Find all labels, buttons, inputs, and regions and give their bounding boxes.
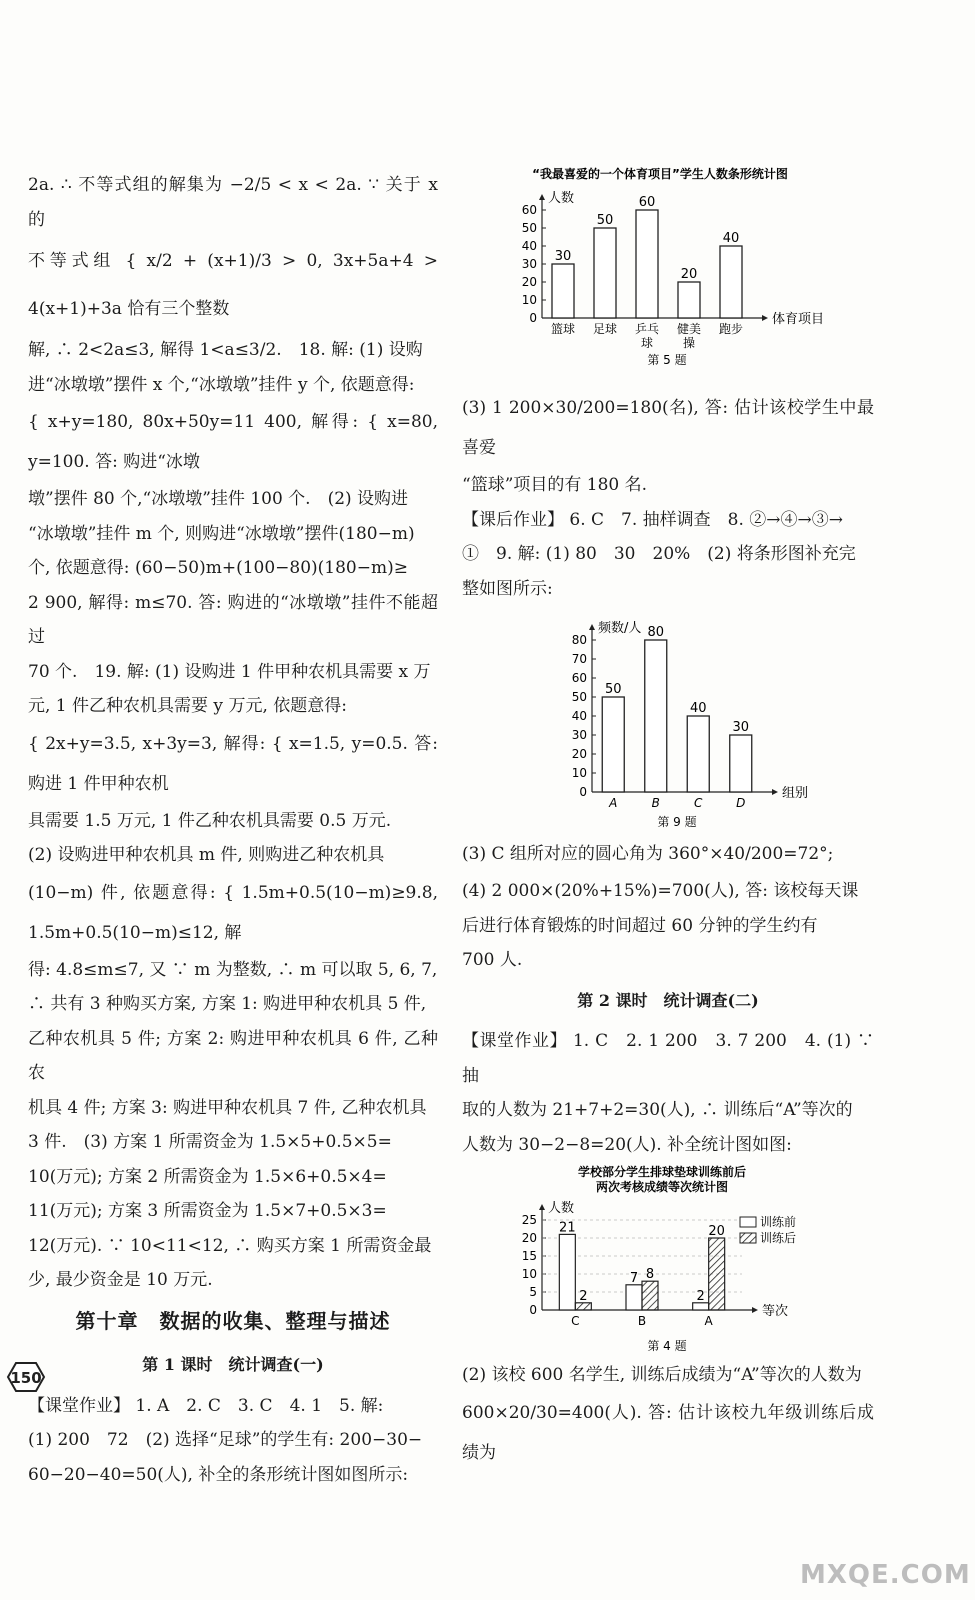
y-tick-label: 50 bbox=[571, 690, 587, 704]
text-line: 【课堂作业】 1. A 2. C 3. C 4. 1 5. 解: bbox=[28, 1395, 384, 1416]
data-label: 2 bbox=[696, 1288, 705, 1304]
x-tick-label: D bbox=[736, 796, 746, 810]
x-axis-arrow bbox=[762, 315, 768, 321]
bar bbox=[626, 1285, 642, 1310]
data-label: 50 bbox=[604, 682, 622, 697]
text-line: ① 9. 解: (1) 80 30 20% (2) 将条形图补充完 bbox=[462, 544, 856, 564]
y-tick-label: 20 bbox=[571, 747, 587, 761]
bar bbox=[642, 1281, 658, 1310]
page-number-badge bbox=[4, 1360, 48, 1394]
data-label: 30 bbox=[732, 720, 750, 735]
text-line: 12(万元). ∵ 10<11<12, ∴ 购买方案 1 所需资金最 bbox=[28, 1235, 432, 1256]
text-line: 元, 1 件乙种农机具需要 y 万元, 依题意得: bbox=[28, 696, 347, 716]
y-tick-label: 30 bbox=[571, 728, 587, 742]
data-label: 20 bbox=[680, 267, 698, 282]
text-line: 机具 4 件; 方案 3: 购进甲种农机具 7 件, 乙种农机具 bbox=[28, 1097, 427, 1118]
y-tick-label: 15 bbox=[521, 1249, 537, 1263]
text-line: 2a. ∴ 不等式组的解集为 −2/5 < x < 2a. ∵ 关于 x 的 bbox=[28, 175, 438, 230]
y-axis-label: 人数 bbox=[548, 191, 575, 206]
text-line: 少, 最少资金是 10 万元. bbox=[28, 1270, 213, 1290]
text-line: “冰墩墩”挂件 m 个, 则购进“冰墩墩”摆件(180−m) bbox=[28, 523, 415, 544]
y-tick-label: 20 bbox=[521, 275, 537, 289]
text-line: { x+y=180, 80x+50y=11 400, 解得: { x=80, y=100. 答: 购进“冰墩 bbox=[28, 412, 438, 472]
y-axis-arrow bbox=[539, 1204, 545, 1210]
legend-swatch bbox=[740, 1217, 756, 1227]
x-tick-label: 足球 bbox=[592, 322, 618, 336]
text-line: (3) C 组所对应的圆心角为 360°×40/200=72°; bbox=[462, 844, 834, 864]
text-line: “篮球”项目的有 180 名. bbox=[462, 475, 648, 495]
text-line: 进“冰墩墩”摆件 x 个,“冰墩墩”挂件 y 个, 依题意得: bbox=[28, 374, 415, 395]
data-label: 7 bbox=[629, 1270, 639, 1286]
data-label: 40 bbox=[722, 231, 740, 246]
data-label: 40 bbox=[689, 701, 707, 716]
y-axis-arrow bbox=[539, 194, 545, 200]
data-label: 21 bbox=[559, 1220, 576, 1236]
watermark-text: MXQE.COM bbox=[800, 1560, 971, 1590]
legend-label: 训练后 bbox=[760, 1231, 797, 1245]
bar bbox=[693, 1303, 709, 1310]
legend-label: 训练前 bbox=[760, 1215, 797, 1229]
text-line: (1) 200 72 (2) 选择“足球”的学生有: 200−30− bbox=[28, 1430, 423, 1450]
chart-title: 学校部分学生排球垫球训练前后两次考核成绩等次统计图 bbox=[577, 1165, 747, 1194]
left-column bbox=[28, 168, 438, 1492]
bar bbox=[559, 1234, 575, 1310]
y-tick-label: 10 bbox=[521, 293, 537, 307]
y-tick-label: 40 bbox=[521, 239, 537, 253]
data-label: 60 bbox=[638, 195, 656, 210]
bar bbox=[678, 282, 700, 318]
x-tick-label: 跑步 bbox=[718, 322, 744, 336]
x-axis-label: 体育项目 bbox=[772, 312, 825, 327]
x-tick-label: 乒乓 bbox=[634, 322, 660, 336]
text-line: 乙种农机具 5 件; 方案 2: 购进甲种农机具 6 件, 乙种农 bbox=[28, 1028, 438, 1083]
y-tick-label: 25 bbox=[521, 1213, 537, 1227]
x-tick-label: B bbox=[637, 1314, 647, 1328]
text-line: 解, ∴ 2<2a≤3, 解得 1<a≤3/2. 18. 解: (1) 设购 bbox=[28, 340, 423, 360]
text-line: 60−20−40=50(人), 补全的条形统计图如图所示: bbox=[28, 1464, 409, 1485]
y-tick-label: 30 bbox=[521, 257, 537, 271]
figure-q9 bbox=[462, 606, 874, 834]
bar bbox=[602, 697, 624, 792]
bar bbox=[720, 246, 742, 318]
text-line: 墩”摆件 80 个,“冰墩墩”挂件 100 个. (2) 设购进 bbox=[28, 489, 409, 509]
text-line: 不等式组 { x/2 + (x+1)/3 > 0, 3x+5a+4 > 4(x+1)+3a 恰有三个整数 bbox=[28, 251, 438, 319]
chapter-title: 第十章 数据的收集、整理与描述 bbox=[75, 1308, 391, 1333]
bar-chart-q4 bbox=[462, 1162, 874, 1358]
data-label: 80 bbox=[647, 625, 665, 640]
text-line: 700 人. bbox=[462, 950, 523, 970]
figure-q4 bbox=[462, 1162, 874, 1358]
text-line: (4) 2 000×(20%+15%)=700(人), 答: 该校每天课 bbox=[462, 881, 859, 901]
x-tick-label: A bbox=[609, 796, 618, 810]
text-line: 【课后作业】 6. C 7. 抽样调查 8. ②→④→③→ bbox=[462, 509, 844, 530]
figure-caption: 第 9 题 bbox=[657, 815, 697, 829]
text-line: 人数为 30−2−8=20(人). 补全统计图如图: bbox=[462, 1134, 792, 1155]
y-tick-label: 0 bbox=[579, 785, 587, 799]
text-line: 具需要 1.5 万元, 1 件乙种农机具需要 0.5 万元. bbox=[28, 810, 392, 831]
x-tick-label: 健美 bbox=[676, 322, 702, 336]
text-line: 得: 4.8≤m≤7, 又 ∵ m 为整数, ∴ m 可以取 5, 6, 7, bbox=[28, 959, 438, 980]
x-tick-label: 球 bbox=[640, 336, 654, 350]
right-column bbox=[462, 166, 874, 1473]
bar bbox=[687, 716, 709, 792]
y-tick-label: 60 bbox=[521, 203, 537, 217]
bar-chart-q9 bbox=[462, 606, 874, 834]
figure-caption: 第 4 题 bbox=[647, 1339, 687, 1353]
data-label: 30 bbox=[554, 249, 572, 264]
x-axis-arrow bbox=[772, 789, 778, 795]
bar bbox=[552, 264, 574, 318]
y-tick-label: 80 bbox=[571, 633, 587, 647]
data-label: 8 bbox=[645, 1267, 655, 1283]
y-tick-label: 10 bbox=[571, 766, 587, 780]
text-line: 70 个. 19. 解: (1) 设购进 1 件甲种农机具需要 x 万 bbox=[28, 661, 431, 682]
bar bbox=[645, 640, 667, 792]
y-tick-label: 0 bbox=[529, 1303, 537, 1317]
x-tick-label: C bbox=[694, 796, 703, 810]
y-tick-label: 5 bbox=[529, 1285, 537, 1299]
bar bbox=[709, 1238, 725, 1310]
y-tick-label: 40 bbox=[571, 709, 587, 723]
text-line: 【课堂作业】 1. C 2. 1 200 3. 7 200 4. (1) ∵ 抽 bbox=[462, 1031, 874, 1086]
section-title: 第 1 课时 统计调查(一) bbox=[142, 1355, 324, 1374]
text-line: (2) 设购进甲种农机具 m 件, 则购进乙种农机具 bbox=[28, 845, 385, 865]
text-line: 取的人数为 21+7+2=30(人), ∴ 训练后“A”等次的 bbox=[462, 1100, 853, 1120]
y-tick-label: 70 bbox=[571, 652, 587, 666]
bar bbox=[730, 735, 752, 792]
x-axis-arrow bbox=[752, 1307, 758, 1313]
chart-title: “我最喜爱的一个体育项目”学生人数条形统计图 bbox=[532, 167, 788, 181]
y-axis-label: 人数 bbox=[548, 1201, 575, 1216]
page-number: 150 bbox=[10, 1369, 42, 1387]
y-axis-arrow bbox=[589, 624, 595, 630]
legend-swatch bbox=[740, 1233, 756, 1243]
text-line: 2 900, 解得: m≤70. 答: 购进的“冰墩墩”挂件不能超过 bbox=[28, 592, 438, 647]
section-title: 第 2 课时 统计调查(二) bbox=[577, 990, 759, 1010]
data-label: 2 bbox=[579, 1288, 588, 1304]
text-line: 后进行体育锻炼的时间超过 60 分钟的学生约有 bbox=[462, 915, 818, 936]
text-line: 3 件. (3) 方案 1 所需资金为 1.5×5+0.5×5= bbox=[28, 1132, 392, 1152]
text-line: ∴ 共有 3 种购买方案, 方案 1: 购进甲种农机具 5 件, bbox=[28, 994, 427, 1014]
data-label: 50 bbox=[596, 213, 614, 228]
text-line: (2) 该校 600 名学生, 训练后成绩为“A”等次的人数为 bbox=[462, 1365, 862, 1385]
y-tick-label: 50 bbox=[521, 221, 537, 235]
text-line: 11(万元); 方案 3 所需资金为 1.5×7+0.5×3= bbox=[28, 1201, 387, 1221]
x-tick-label: 篮球 bbox=[550, 322, 576, 336]
text-line: { 2x+y=3.5, x+3y=3, 解得: { x=1.5, y=0.5. 答: 购进 1 件甲种农机 bbox=[28, 733, 438, 794]
text-line: (3) 1 200×30/200=180(名), 答: 估计该校学生中最喜爱 bbox=[462, 398, 874, 458]
bar bbox=[575, 1303, 591, 1310]
text-line: 600×20/30=400(人). 答: 估计该校九年级训练后成绩为 bbox=[462, 1402, 874, 1463]
y-tick-label: 0 bbox=[529, 311, 537, 325]
text-line: 整如图所示: bbox=[462, 578, 553, 599]
x-tick-label: C bbox=[571, 1314, 580, 1328]
x-tick-label: B bbox=[651, 796, 660, 810]
data-label: 20 bbox=[708, 1224, 725, 1239]
bar bbox=[636, 210, 658, 318]
y-tick-label: 60 bbox=[571, 671, 587, 685]
y-tick-label: 10 bbox=[521, 1267, 537, 1281]
text-line: 10(万元); 方案 2 所需资金为 1.5×6+0.5×4= bbox=[28, 1166, 387, 1187]
figure-caption: 第 5 题 bbox=[647, 353, 687, 367]
text-line: (10−m) 件, 依题意得: { 1.5m+0.5(10−m)≥9.8, 1.5m+0.5(10−m)≤12, 解 bbox=[28, 882, 438, 943]
x-tick-label: 操 bbox=[682, 336, 696, 350]
y-tick-label: 20 bbox=[521, 1231, 537, 1245]
bar bbox=[594, 228, 616, 318]
y-axis-label: 频数/人 bbox=[598, 621, 642, 636]
bar-chart-q5 bbox=[462, 166, 874, 388]
x-axis-label: 等次 bbox=[762, 1304, 789, 1319]
text-line: 个, 依题意得: (60−50)m+(100−80)(180−m)≥ bbox=[28, 558, 408, 578]
x-axis-label: 组别 bbox=[782, 786, 809, 801]
figure-q5 bbox=[462, 166, 874, 388]
x-tick-label: A bbox=[704, 1314, 713, 1328]
